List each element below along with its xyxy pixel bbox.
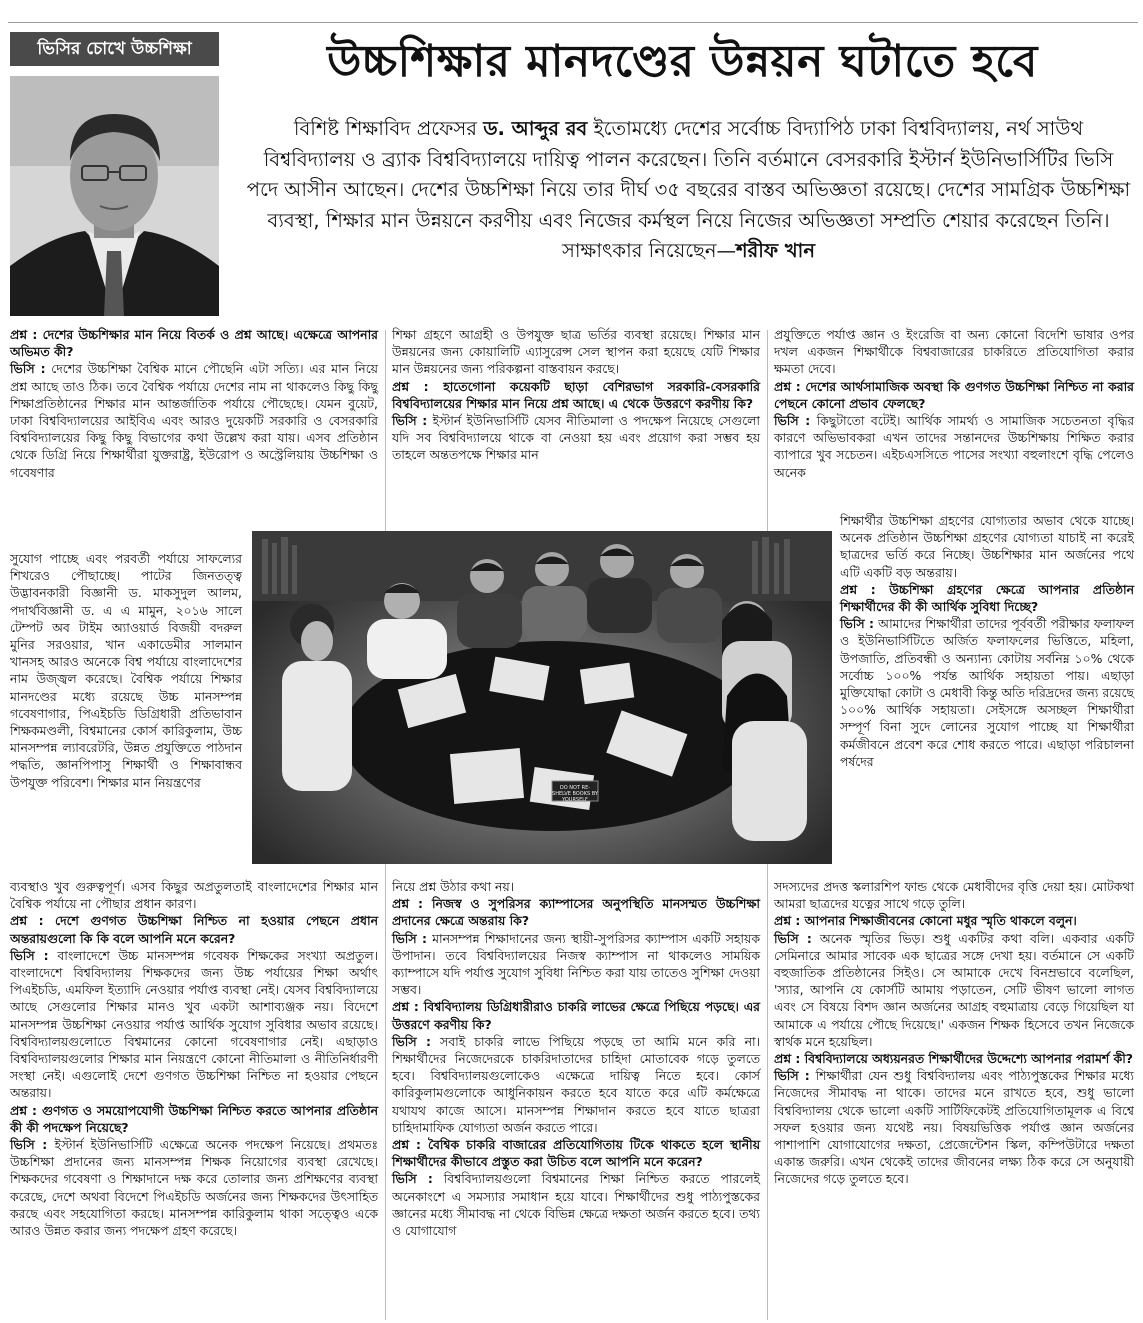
- students-photo-image: [252, 531, 832, 864]
- answer-6: [392, 1033, 760, 1136]
- answer-2-text: বাংলাদেশে উচ্চ মানসম্পন্ন গবেষক শিক্ষকের সংখ্যা অপ্রতুল। বাংলাদেশে বিশ্ববিদ্যালয় শিক্ষকদের জন্য উচ্চ পর্যায়ের শিক্ষা অর্থাৎ পিএইচডি, এমফিল ইত্যাদি নেওয়ার পর্যাপ্ত ব্যবস্থা নেই। যেসব বিশ্ববিদ্যালয়ে আছে সেগুলোর শিক্ষার মানও খুব একটা আশাব্যঞ্জক নয়। বিদেশে মানসম্পন্ন উচ্চশিক্ষা নেওয়ার পর্যাপ্ত আর্থিক সুযোগ সুবিধার অভাব রয়েছে। বিশ্ববিদ্যালয়গুলোতে বিশ্বমানের কোনো গবেষণাগার নেই। এছাড়াও বিশ্ববিদ্যালয়গুলোর শিক্ষার মান নিয়ন্ত্রণে কোনো নীতিমালা ও নীতিনির্ধারণী সংস্থা নেই। এগুলোই দেশে গুণগত উচ্চশিক্ষা নিশ্চিত না হওয়ার পেছনে অন্তরায়।: [10, 947, 379, 1101]
- students-photo: [252, 531, 832, 864]
- column-2-lead: শিক্ষা গ্রহণে আগ্রহী ও উপযুক্ত ছাত্র ভর্তির ব্যবস্থা রয়েছে। শিক্ষার মান উন্নয়নের জন্য কোয়ালিটি এ্যাসুরেন্স সেল স্থাপন করা হয়েছে যেটি শিক্ষার মান উন্নয়নের জন্য পরিকল্পনা বাস্তবায়ন করছে।: [392, 327, 760, 377]
- portrait-image: [10, 76, 219, 316]
- answer-5: [392, 930, 760, 999]
- column-1-top: [10, 326, 378, 481]
- section-kicker: ভিসির চোখে উচ্চশিক্ষা: [10, 32, 219, 66]
- question-2: প্রশ্ন : দেশে গুণগত উচ্চশিক্ষা নিশ্চিত না হওয়ার পেছনে প্রধান অন্তরায়গুলো কি কি বলে আপনি মনে করেন?: [10, 913, 378, 946]
- answer-1-text: দেশের উচ্চশিক্ষা বৈশ্বিক মানে পৌছেনি এটা সত্যি। এর মান নিয়ে প্রশ্ন আছে তাও ঠিক। তবে বৈশ্বিক পর্যায়ে দেশের নাম না থাকলেও কিছু কিছু শিক্ষাপ্রতিষ্ঠানের শিক্ষার মান আন্তর্জাতিক পর্যায়ে পৌছেছে। যেমন বুয়েট, ঢাকা বিশ্ববিদ্যালয়ের আইবিএ এবং আরও দুয়েকটি সরকারি ও বেসরকারি বিশ্ববিদ্যালয়ের কিছু কিছু বিভাগের কথা উল্লেখ করা যায়। এসব প্রতিষ্ঠান থেকে ডিগ্রি নিয়ে শিক্ষার্থীরা যুক্তরাষ্ট্র, ইউরোপ ও অস্ট্রেলিয়ায় উচ্চশিক্ষা ও গবেষণার: [10, 361, 378, 480]
- answer-11-text: শিক্ষার্থীরা যেন শুধু বিশ্ববিদ্যালয় এবং পাঠ্যপুস্তকের শিক্ষার মধ্যে নিজেদের সীমাবদ্ধ না থাকে। তাদের মনে রাখতে হবে, শুধু ভালো বিশ্ববিদ্যালয় থেকে ভালো একটি সার্টিফিকেটই প্রতিযোগিতামূলক এ বিশ্বে সফল হওয়ার জন্য যথেষ্ট নয়। বিষয়ভিত্তিক পর্যাপ্ত জ্ঞান অর্জনের পাশাপাশি যোগাযোগের দক্ষতা, প্রেজেন্টেশন স্কিল, কম্পিউটারে দক্ষতা একান্ত জরুরি। এখন থেকেই তাদের জীবনের লক্ষ্য ঠিক করে সে অনুযায়ী নিজেদের গড়ে তুলতে হবে।: [774, 1068, 1134, 1187]
- column-1-wrap: [10, 550, 242, 791]
- column-1-bottom: [10, 878, 378, 1239]
- answer-10: [774, 930, 1134, 1050]
- vc-label: ভিসি :: [392, 1171, 433, 1187]
- vc-label: ভিসি :: [840, 616, 874, 632]
- question-7: প্রশ্ন : বৈশ্বিক চাকরি বাজারের প্রতিযোগিতায় টিকে থাকতে হলে স্থানীয় শিক্ষার্থীদের কীভাবে প্রস্তুত করা উচিত বলে আপনি মনে করেন?: [392, 1137, 760, 1170]
- vc-label: ভিসি :: [774, 930, 812, 946]
- question-3: প্রশ্ন : গুণগত ও সময়োপযোগী উচ্চশিক্ষা নিশ্চিত করতে আপনার প্রতিষ্ঠান কী কী পদক্ষেপ নিয়েছে?: [10, 1102, 378, 1135]
- answer-4: [392, 412, 760, 464]
- vc-label: ভিসি :: [10, 361, 46, 377]
- answer-8: [774, 412, 1134, 481]
- answer-4-end: নিয়ে প্রশ্ন উঠার কথা নয়।: [392, 879, 515, 894]
- vc-label: ভিসি :: [774, 413, 811, 429]
- top-rule: [8, 22, 1138, 23]
- answer-3-text: ইস্টার্ন ইউনিভার্সিটি এক্ষেত্রে অনেক পদক্ষেপ নিয়েছে। প্রথমতঃ উচ্চশিক্ষা প্রদানের জন্য মানসম্পন্ন শিক্ষক নিয়োগের ব্যবস্থা রেখেছে। শিক্ষকদের গবেষণা ও শিক্ষাদানে দক্ষ করে তোলার জন্য প্রশিক্ষণের ব্যবস্থা করেছে, দেশে অথবা বিদেশে পিএইচডি অর্জনের জন্য শিক্ষকদের উৎসাহিত করছে এবং সহযোগিতা করছে। মানসম্পন্ন কারিকুলাম থাকা সত্ত্বেও একে আরও উন্নত করার জন্য পদক্ষেপ গ্রহণ করেছে।: [10, 1137, 378, 1239]
- answer-8-continued: শিক্ষার্থীর উচ্চশিক্ষা গ্রহণের যোগ্যতার অভাব থেকে যাচ্ছে। অনেক প্রতিষ্ঠান উচ্চশিক্ষা গ্রহণের যোগ্যতা যাচাই না করেই ছাত্রদের ভর্তি করে নিচ্ছে। উচ্চশিক্ষার মান অর্জনের পথে এটি একটি বড় অন্তরায়।: [840, 513, 1134, 580]
- question-8: প্রশ্ন : দেশের আর্থসামাজিক অবস্থা কি গুণগত উচ্চশিক্ষা নিশ্চিত না করার পেছনে কোনো প্রভাব ফেলছে?: [774, 378, 1134, 411]
- vc-label: ভিসি :: [10, 1137, 48, 1153]
- interviewee-name: ড. আব্দুর রব: [483, 117, 588, 140]
- answer-1: [10, 360, 378, 480]
- column-3-lead: প্রযুক্তিতে পর্যাপ্ত জ্ঞান ও ইংরেজি বা অন্য কোনো বিদেশি ভাষার ওপর দখল একজন শিক্ষার্থীকে বিশ্ববাজারের চাকরিতে প্রতিযোগিতা করার ক্ষমতা দেবে।: [774, 327, 1134, 377]
- column-2-bottom: [392, 878, 760, 1239]
- article-headline: উচ্চশিক্ষার মানদণ্ডের উন্নয়ন ঘটাতে হবে: [327, 36, 1038, 87]
- column-3-bottom: [774, 878, 1134, 1188]
- question-5: প্রশ্ন : নিজস্ব ও সুপরিসর ক্যাম্পাসের অনুপস্থিতি মানসম্মত উচ্চশিক্ষা প্রদানের ক্ষেত্রে অন্তরায় কি?: [392, 896, 760, 929]
- question-10: প্রশ্ন : আপনার শিক্ষাজীবনের কোনো মধুর স্মৃতি থাকলে বলুন।: [774, 913, 1077, 929]
- answer-11: [774, 1067, 1134, 1187]
- answer-4-text: ইস্টার্ন ইউনিভার্সিটি যেসব নীতিমালা ও পদক্ষেপ নিয়েছে সেগুলো যদি সব বিশ্ববিদ্যালয়ে থাকে বা নেওয়া হয় এবং প্রয়োগ করা সম্ভব হয় তাহলে অন্ততপক্ষে শিক্ষার মান: [392, 413, 760, 463]
- interviewer-name: শরীফ খান: [735, 239, 815, 262]
- question-1: প্রশ্ন : দেশের উচ্চশিক্ষার মান নিয়ে বিতর্ক ও প্রশ্ন আছে। এক্ষেত্রে আপনার অভিমত কী?: [10, 327, 378, 360]
- answer-9-end: সদস্যদের প্রদত্ত স্কলারশিপ ফান্ড থেকে মেধাবীদের বৃত্তি দেয়া হয়। মোটকথা আমরা ছাত্রদের যত্নের সাথে গড়ে তুলি।: [774, 879, 1134, 912]
- vc-label: ভিসি :: [392, 1033, 431, 1049]
- intro-text-2: ইতোমধ্যে দেশের সর্বোচ্চ বিদ্যাপিঠ ঢাকা বিশ্ববিদ্যালয়, নর্থ সাউথ বিশ্ববিদ্যালয় ও ব্র্যাক বিশ্ববিদ্যালয়ে দায়িত্ব পালন করেছেন। তিনি বর্তমানে বেসরকারি ইস্টার্ন ইউনিভার্সিটির ভিসি পদে আসীন আছেন। দেশের উচ্চশিক্ষা নিয়ে তার দীর্ঘ ৩৫ বছরের বাস্তব অভিজ্ঞতা রয়েছে। দেশের সামগ্রিক উচ্চশিক্ষা ব্যবস্থা, শিক্ষার মান উন্নয়নে করণীয় এবং নিজের কর্মস্থল নিয়ে নিজের অভিজ্ঞতা সম্প্রতি শেয়ার করেছেন তিনি। সাক্ষাৎকার নিয়েছেন—: [246, 117, 1131, 262]
- answer-8-text: কিছুটাতো বটেই। আর্থিক সামর্থ্য ও সামাজিক সচেতনতা বৃদ্ধির কারণে অভিভাবকরা এখন তাদের সন্তানদের উচ্চশিক্ষায় শিক্ষিত করার ব্যাপারে খুব সচেতন। এইচএসসিতে পাসের সংখ্যা বহুলাংশে বৃদ্ধি পেলেও অনেক: [774, 413, 1135, 480]
- vc-label: ভিসি :: [392, 413, 428, 429]
- column-2-top: [392, 326, 760, 464]
- column-3-top: [774, 326, 1134, 481]
- vc-label: ভিসি :: [774, 1068, 810, 1084]
- intro-text-1: বিশিষ্ট শিক্ষাবিদ প্রফেসর: [293, 117, 484, 140]
- answer-1-continued: সুযোগ পাচ্ছে এবং পরবর্তী পর্যায়ে সাফল্যের শিখরেও পৌছাচ্ছে। পাটের জিনতত্ত্ব উদ্ভাবনকারী বিজ্ঞানী ড. মাকসুদুল আলম, পদার্থবিজ্ঞানী ড. এ এ মামুন, ২০১৬ সালে টেম্পট অব টাইম অ্যাওয়ার্ড বিজয়ী বদরুল মুনির সরওয়ার, খান একাডেমীর সালমান খানসহ আরও অনেকে বিশ্ব পর্যায়ে বাংলাদেশের নাম উজ্জ্বল করেছে। বৈশ্বিক পর্যায়ে শিক্ষার মানদণ্ডের মধ্যে রয়েছে উচ্চ মানসম্পন্ন গবেষণাগার, পিএইচডি ডিগ্রিধারী প্রতিভাবান শিক্ষকমণ্ডলী, বিশ্বমানের কোর্স কারিকুলাম, উচ্চ মানসম্পন্ন ল্যাবরেটরি, উন্নত প্রযুক্তিতে পাঠদান পদ্ধতি, জ্ঞানপিপাসু শিক্ষার্থী ও শিক্ষাবান্ধব উপযুক্ত পরিবেশ। শিক্ষার মান নিয়ন্ত্রণের: [10, 551, 242, 790]
- vc-label: ভিসি :: [10, 947, 49, 963]
- answer-7: [392, 1170, 760, 1239]
- answer-10-text: অনেক স্মৃতির ভিড়। শুধু একটির কথা বলি। একবার একটি সেমিনারে আমার সাবেক এক ছাত্রের সঙ্গে দেখা হয়। বর্তমানে সে একটি বহুজাতিক প্রতিষ্ঠানের সিইও। সে আমাকে দেখে বিনম্রভাবে বলেছিল, 'স্যার, আপনি যে কোর্সটি আমায় পড়াতেন, সেটি ভীষণ ভালো লাগত এবং সে বিষয়ে বিশদ জ্ঞান অর্জনের আগ্রহ বহুমাত্রায় বেড়ে গিয়েছিল যা আমাকে এ পর্যায়ে পৌছে দিয়েছে।' একজন শিক্ষক হিসেবে তখন নিজেকে স্বার্থক মনে হয়েছিল।: [774, 930, 1134, 1049]
- answer-9-text: আমাদের শিক্ষার্থীরা তাদের পূর্ববর্তী পরীক্ষার ফলাফল ও ইউনিভার্সিটিতে অর্জিত ফলাফলের ভিত্তিতে, মহিলা, উপজাতি, প্রতিবন্ধী ও অন্যান্য কোটায় সর্বনিম্ন ১০% থেকে সর্বোচ্চ ১০০% পর্যন্ত আর্থিক সহায়তা পায়। এছাড়া মুক্তিযোদ্ধা কোটা ও মেধাবী কিন্তু অতি দরিদ্রদের জন্য রয়েছে ১০০% আর্থিক সহায়তা। সেইসঙ্গে অসচ্ছল শিক্ষার্থীরা সম্পূর্ণ বিনা সুদে লোনের সুযোগ পাচ্ছে যা শিক্ষার্থীরা কর্মজীবনে প্রবেশ করে শোধ করতে পারে। এছাড়া পরিচালনা পর্ষদের: [840, 616, 1134, 769]
- column-3-wrap: [840, 512, 1134, 770]
- answer-9: [840, 615, 1134, 770]
- answer-2: [10, 947, 378, 1102]
- answer-5-text: মানসম্পন্ন শিক্ষাদানের জন্য স্থায়ী-সুপরিসর ক্যাম্পাস একটি সহায়ক উপাদান। তবে বিশ্ববিদ্যালয়ের নিজস্ব ক্যাম্পাস না থাকলেও সাময়িক ক্যাম্পাসে যদি পর্যাপ্ত সুযোগ সুবিধা নিশ্চিত করা যায় তাতেও সুশিক্ষা দেওয়া সম্ভব।: [392, 930, 760, 998]
- answer-1-end: ব্যবস্থাও খুব গুরুত্বপূর্ণ। এসব কিছুর অপ্রতুলতাই বাংলাদেশের শিক্ষার মান বৈশ্বিক পর্যায়ে না পৌছার প্রধান কারণ।: [10, 879, 378, 912]
- question-9: প্রশ্ন : উচ্চশিক্ষা গ্রহণের ক্ষেত্রে আপনার প্রতিষ্ঠান শিক্ষার্থীদের কী কী আর্থিক সুবিধা দিচ্ছে?: [840, 581, 1134, 615]
- answer-6-text: সবাই চাকরি লাভে পিছিয়ে পড়ছে তা আমি মনে করি না। শিক্ষার্থীদের নিজেদেরকে চাকরিদাতাদের চাহিদা মোতাবেক গড়ে তুলতে হবে। বিশ্ববিদ্যালয়গুলোকেও এক্ষেত্রে দায়িত্ব নিতে হবে। কোর্স কারিকুলামগুলোকে আধুনিকায়ন করতে হবে যাতে করে এটি কর্মক্ষেত্রে যথাযথ কাজে আসে। মানসম্পন্ন শিক্ষাদান করতে হবে যাতে ছাত্ররা চাহিদামাফিক যোগ্যতা অর্জন করতে পারে।: [392, 1033, 760, 1135]
- vc-portrait: [10, 76, 219, 316]
- question-11: প্রশ্ন : বিশ্ববিদ্যালয়ে অধ্যয়নরত শিক্ষার্থীদের উদ্দেশ্যে আপনার পরামর্শ কী?: [774, 1051, 1133, 1067]
- question-4: প্রশ্ন : হাতেগোনা কয়েকটি ছাড়া বেশিরভাগ সরকারি-বেসরকারি বিশ্ববিদ্যালয়ের শিক্ষার মান নিয়ে প্রশ্ন আছে। এ থেকে উত্তরণে করণীয় কি?: [392, 378, 760, 411]
- question-6: প্রশ্ন : বিশ্ববিদ্যালয় ডিগ্রিধারীরাও চাকরি লাভের ক্ষেত্রে পিছিয়ে পড়ছে। এর উত্তরণে করণীয় কি?: [392, 999, 760, 1032]
- vc-label: ভিসি :: [392, 930, 427, 946]
- article-intro: [246, 114, 1131, 267]
- answer-3: [10, 1136, 378, 1239]
- answer-7-text: বিশ্ববিদ্যালয়গুলো বিশ্বমানের শিক্ষা নিশ্চিত করতে পারলেই অনেকাংশে এ সমস্যার সমাধান হয়ে যাবে। শিক্ষার্থীদের শুধু পাঠ্যপুস্তকের জ্ঞানের মধ্যে সীমাবদ্ধ না থেকে বিভিন্ন ক্ষেত্রে দক্ষতা অর্জন করতে হবে। তথ্য ও যোগাযোগ: [392, 1171, 761, 1239]
- photo-shelf-sign: DO NOT RE-SHELVE BOOKS BY YOURSELF: [552, 785, 598, 803]
